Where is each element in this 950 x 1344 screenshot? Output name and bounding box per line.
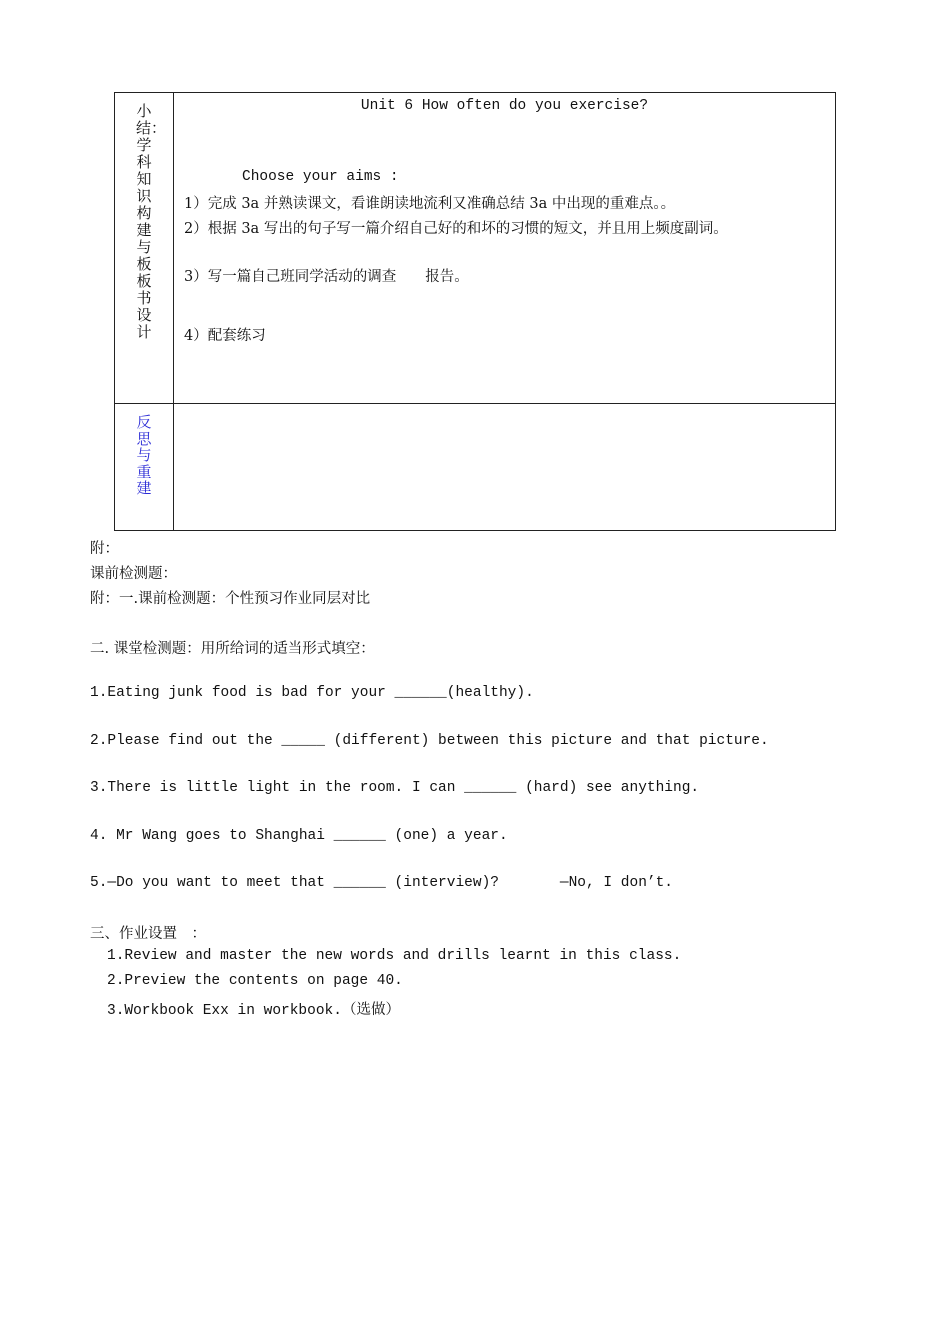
question-1: 1.Eating junk food is bad for your ______(healthy). [90, 685, 534, 701]
summary-label-cell [115, 93, 174, 404]
pre-check-label: 课前检测题： [90, 566, 177, 582]
reflect-label-cell [115, 404, 174, 531]
unit-title: Unit 6 How often do you exercise? [360, 98, 649, 114]
aims-heading: Choose your aims : [242, 169, 399, 185]
aim-item-2: 2）根据 3a 写出的句子写一篇介绍自己好的和坏的习惯的短文，并且用上频度副词。 [184, 221, 728, 237]
summary-content-cell [174, 93, 836, 404]
aim-item-4: 4）配套练习 [184, 328, 266, 344]
reflect-label: 反思与重建 [136, 413, 152, 497]
question-5: 5.—Do you want to meet that ______ (interview)? —No, I don’t. [90, 875, 673, 891]
homework-item-2: 2.Preview the contents on page 40. [107, 973, 403, 989]
reflect-content-cell [174, 404, 836, 531]
lesson-summary-table [114, 92, 836, 531]
question-2: 2.Please find out the _____ (different) between this picture and that picture. [90, 733, 769, 749]
question-3: 3.There is little light in the room. I can ______ (hard) see anything. [90, 780, 700, 796]
section-3-heading: 三、作业设置 ： [90, 926, 206, 942]
section-2-heading: 二. 课堂检测题：用所给词的适当形式填空： [90, 641, 375, 657]
homework-item-3: 3.Workbook Exx in workbook.（选做） [107, 1003, 400, 1019]
summary-label: 小结：学科知识构建与板板书设计 [136, 102, 167, 341]
appendix-label: 附： [90, 541, 119, 557]
question-4: 4. Mr Wang goes to Shanghai ______ (one) a year. [90, 828, 508, 844]
homework-item-1: 1.Review and master the new words and drills learnt in this class. [107, 948, 682, 964]
aim-item-3: 3）写一篇自己班同学活动的调查 报告。 [184, 269, 469, 285]
section-1-heading: 附：一.课前检测题：个性预习作业同层对比 [90, 591, 371, 607]
aim-item-1: 1）完成 3a 并熟读课文，看谁朗读地流利又准确总结 3a 中出现的重难点。。 [184, 196, 676, 212]
